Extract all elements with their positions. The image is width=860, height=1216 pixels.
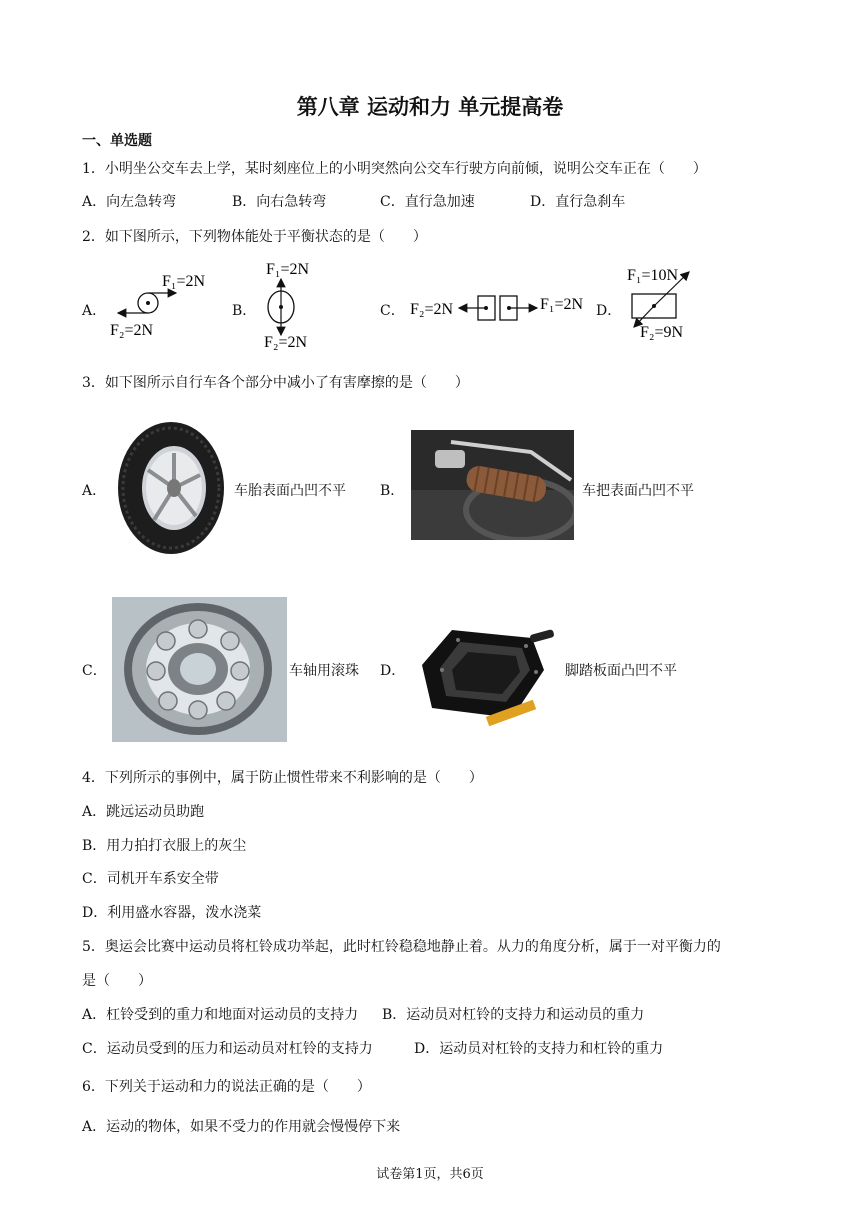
question-3-label-c: 车轴用滚珠 [289,663,359,679]
question-5-option-b: B．运动员对杠铃的支持力和运动员的重力 [382,1007,645,1023]
question-3-label-a: 车胎表面凸凹不平 [234,483,346,499]
question-2-letter-b: B． [232,303,257,319]
ball-bearing-image [112,597,287,742]
question-4-option-c: C．司机开车系安全带 [82,871,219,887]
question-4-option-a: A．跳远运动员助跑 [82,804,205,820]
section-heading: 一、单选题 [82,133,152,149]
label-c-f1: F₁=2N [540,296,584,313]
question-5-option-d: D．运动员对杠铃的支持力和杠铃的重力 [414,1041,664,1057]
question-3-label-b: 车把表面凸凹不平 [582,483,694,499]
question-1-option-d: D．直行急刹车 [530,194,626,210]
question-3-letter-d: D． [380,663,406,679]
question-4-option-d: D．利用盛水容器，泼水浇菜 [82,905,262,921]
question-2-letter-a: A． [82,303,107,319]
question-3-letter-c: C． [82,663,107,679]
question-2-letter-c: C． [380,303,405,319]
label-c-f2: F₂=2N [410,301,454,318]
handlebar-image [411,430,574,540]
question-5-stem-line-2: 是（ ） [82,973,152,989]
tire-image [114,420,228,556]
label-b-f2: F₂=2N [264,334,308,350]
question-5-option-a: A．杠铃受到的重力和地面对运动员的支持力 [82,1007,359,1023]
question-1-stem: 1．小明坐公交车去上学，某时刻座位上的小明突然向公交车行驶方向前倾，说明公交车正在（ ） [82,161,707,177]
question-4-stem: 4．下列所示的事例中，属于防止惯性带来不利影响的是（ ） [82,770,483,786]
question-6-option-a: A．运动的物体，如果不受力的作用就会慢慢停下来 [82,1119,401,1135]
question-1-option-b: B．向右急转弯 [232,194,327,210]
question-5-option-c: C．运动员受到的压力和运动员对杠铃的支持力 [82,1041,373,1057]
label-b-f1: F₁=2N [266,261,310,278]
label-d-f2: F₂=9N [640,324,684,341]
question-1-option-a: A．向左急转弯 [82,194,177,210]
label-a-f1: F₁=2N [162,273,206,290]
question-3-label-d: 脚踏板面凸凹不平 [565,663,677,679]
question-5-stem-line-1: 5．奥运会比赛中运动员将杠铃成功举起，此时杠铃稳稳地静止着。从力的角度分析，属于一对平衡力的 [82,939,721,955]
label-a-f2: F₂=2N [110,322,154,339]
question-3-stem: 3．如下图所示自行车各个部分中减小了有害摩擦的是（ ） [82,375,469,391]
page-footer: 试卷第1页，共6页 [376,1167,484,1182]
question-4-option-b: B．用力拍打衣服上的灰尘 [82,838,247,854]
diagram-c [410,296,584,320]
page-title: 第八章 运动和力 单元提高卷 [296,95,564,119]
question-6-stem: 6．下列关于运动和力的说法正确的是（ ） [82,1079,371,1095]
pedal-image [412,610,558,730]
question-3-letter-b: B． [380,483,405,499]
question-3-letter-a: A． [82,483,107,499]
diagram-a [110,273,206,339]
question-1-option-c: C．直行急加速 [380,194,475,210]
question-2-letter-d: D． [596,303,622,319]
diagram-d [627,267,689,341]
label-d-f1: F₁=10N [627,267,679,284]
question-2-stem: 2．如下图所示，下列物体能处于平衡状态的是（ ） [82,229,427,245]
question-2-force-diagrams [0,255,860,350]
diagram-b [264,261,310,350]
